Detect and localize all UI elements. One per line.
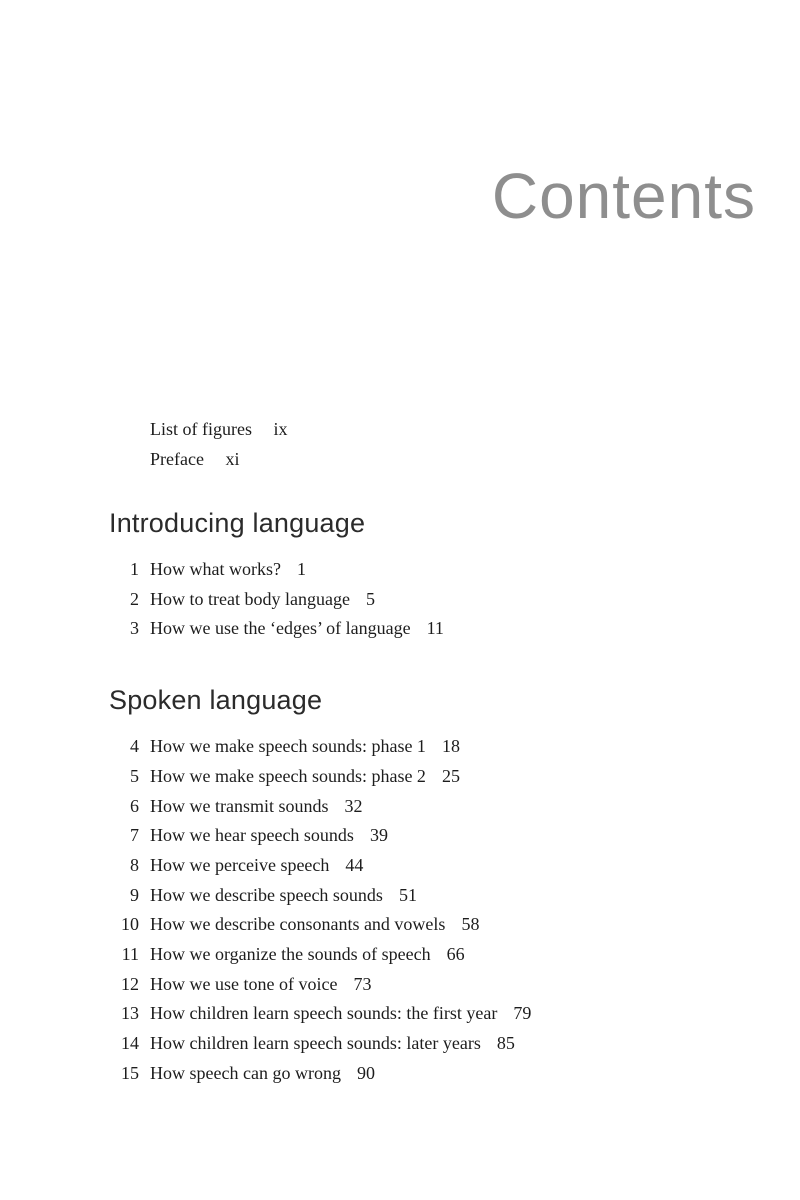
chapter-row: [110, 555, 710, 585]
chapter-row: [110, 910, 710, 940]
chapter-number: 6: [130, 795, 139, 816]
chapter-title: How we transmit sounds: [150, 795, 329, 816]
chapter-row: [110, 970, 710, 1000]
front-matter-item: [150, 444, 288, 474]
chapter-list: [110, 555, 710, 644]
chapter-number: 10: [121, 914, 139, 935]
chapter-title: How we make speech sounds: phase 2: [150, 765, 426, 786]
chapter-number: 12: [121, 973, 139, 994]
front-matter-label: List of figures: [150, 419, 252, 439]
chapter-title: How we make speech sounds: phase 1: [150, 736, 426, 757]
section-heading: Spoken language: [109, 685, 323, 716]
chapter-row: [110, 1059, 710, 1089]
chapter-page-number: 1: [296, 559, 306, 579]
chapter-title: How speech can go wrong: [150, 1062, 341, 1083]
chapter-row: [110, 732, 710, 762]
front-matter-item: [150, 414, 288, 444]
chapter-number: 3: [130, 618, 139, 639]
chapter-number: 13: [121, 1003, 139, 1024]
chapter-row: [110, 792, 710, 822]
chapter-page-number: 85: [496, 1033, 515, 1054]
page-title: Contents: [491, 160, 756, 232]
toc-section: [110, 682, 710, 1088]
chapter-page-number: 66: [446, 944, 465, 965]
chapter-number: 8: [130, 854, 139, 875]
chapter-number: 11: [121, 944, 139, 965]
front-matter-page-number: xi: [225, 449, 240, 469]
chapter-title: How we perceive speech: [150, 854, 330, 875]
front-matter-list: [150, 414, 288, 474]
front-matter-label: Preface: [150, 449, 204, 469]
chapter-title: How what works?: [150, 559, 281, 579]
chapter-number: 14: [121, 1033, 139, 1054]
chapter-page-number: 5: [365, 588, 375, 609]
chapter-title: How we use tone of voice: [150, 973, 338, 994]
chapter-page-number: 90: [356, 1062, 375, 1083]
front-matter-page-number: ix: [273, 419, 288, 439]
chapter-page-number: 39: [369, 825, 388, 846]
chapter-row: [110, 881, 710, 911]
chapter-title: How we hear speech sounds: [150, 825, 354, 846]
chapter-page-number: 73: [353, 973, 372, 994]
chapter-title: How we use the ‘edges’ of language: [150, 618, 411, 639]
chapter-page-number: 79: [513, 1003, 532, 1024]
chapter-list: [110, 732, 710, 1088]
chapter-page-number: 25: [441, 765, 460, 786]
chapter-page-number: 11: [426, 618, 444, 639]
toc-section: [110, 505, 710, 644]
chapter-title: How children learn speech sounds: later years: [150, 1033, 481, 1054]
chapter-row: [110, 762, 710, 792]
chapter-number: 5: [130, 765, 139, 786]
chapter-title: How we describe consonants and vowels: [150, 914, 446, 935]
chapter-row: [110, 585, 710, 615]
chapter-page-number: 51: [398, 884, 417, 905]
chapter-title: How we organize the sounds of speech: [150, 944, 431, 965]
chapter-number: 1: [130, 559, 139, 579]
chapter-row: [110, 999, 710, 1029]
chapter-row: [110, 1029, 710, 1059]
chapter-number: 2: [130, 588, 139, 609]
chapter-page-number: 44: [345, 854, 364, 875]
chapter-row: [110, 940, 710, 970]
toc-sections: [110, 505, 710, 1127]
chapter-row: [110, 614, 710, 644]
section-heading: Introducing language: [109, 508, 366, 538]
chapter-title: How children learn speech sounds: the first year: [150, 1003, 498, 1024]
chapter-page-number: 18: [441, 736, 460, 757]
chapter-row: [110, 821, 710, 851]
chapter-title: How to treat body language: [150, 588, 350, 609]
chapter-page-number: 58: [461, 914, 480, 935]
chapter-number: 4: [130, 736, 139, 757]
chapter-number: 9: [130, 884, 139, 905]
chapter-title: How we describe speech sounds: [150, 884, 383, 905]
chapter-row: [110, 851, 710, 881]
chapter-number: 7: [130, 825, 139, 846]
chapter-page-number: 32: [344, 795, 363, 816]
chapter-number: 15: [121, 1062, 139, 1083]
